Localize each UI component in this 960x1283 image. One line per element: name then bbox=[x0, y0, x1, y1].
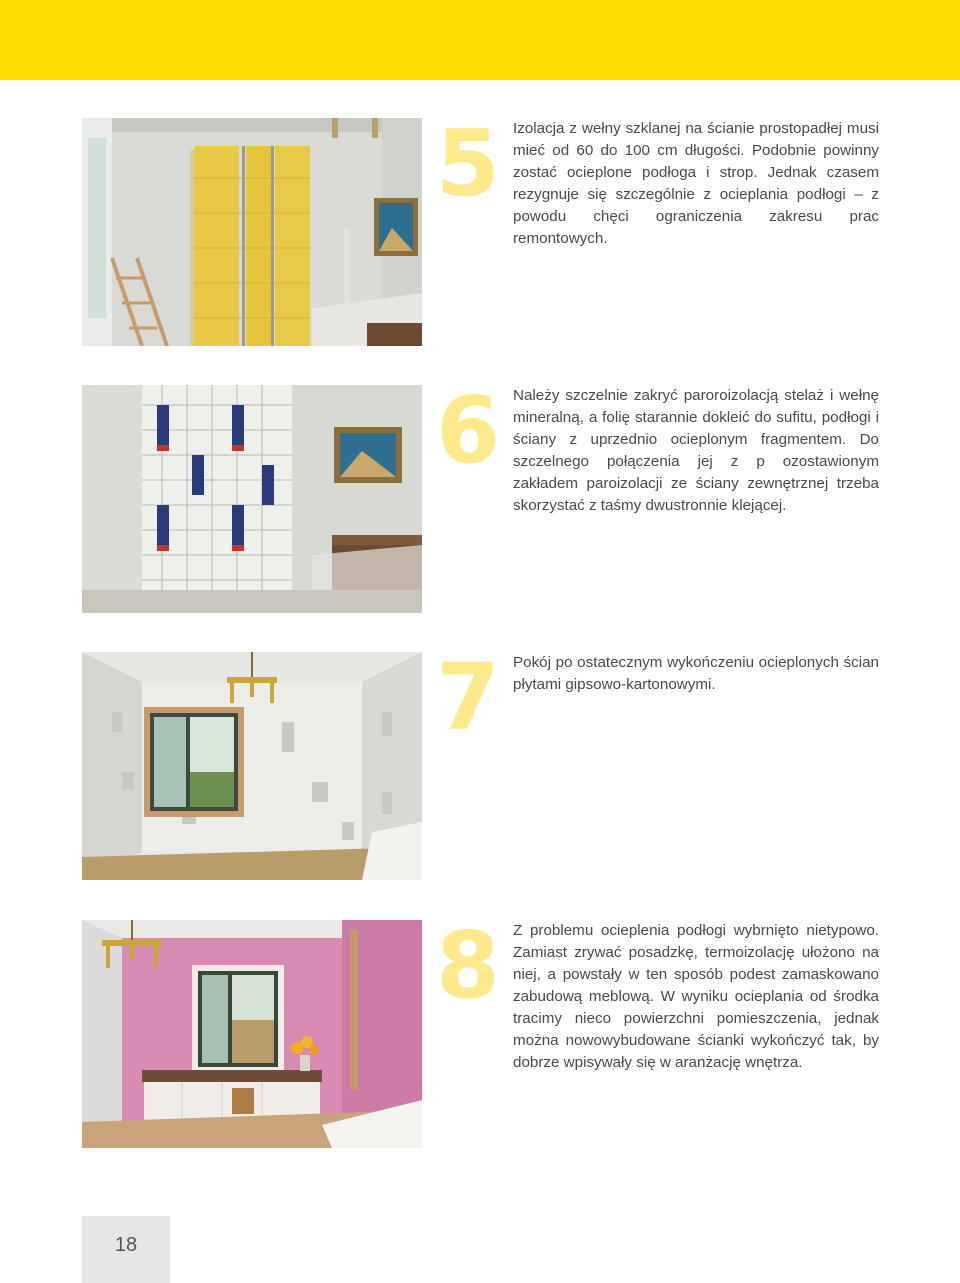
step-description: Izolacja z wełny szklanej na ścianie prostopadłej musi mieć od 60 do 100 cm długości. Podobnie powinny zostać ocieplone podłoga i strop. Jednak czasem rezygnuje się szczególnie z ocieplania podłogi – z powodu chęci ograniczenia zakresu prac remontowych. bbox=[513, 120, 879, 247]
page-number-box bbox=[82, 1216, 170, 1283]
step-7 bbox=[0, 644, 960, 882]
step-5 bbox=[0, 110, 960, 348]
page-number: 18 bbox=[114, 1234, 138, 1256]
photo-glass-wool-insulation bbox=[82, 118, 422, 346]
photo-glass-wool-insulation-image bbox=[82, 118, 422, 346]
step-number: 5 bbox=[435, 110, 500, 217]
step-description: Należy szczelnie zakryć paroroizolacją stelaż i wełnę mineralną, a folię starannie dokleić do sufitu, podłogi i ściany z uprzednio ocieplonym fragmentem. Do szczelnego połączenia jej z p ozostawionym zakładem paroizolacji ze ściany zewnętrznej trzeba skorzystać z taśmy dwustronnie klejącej. bbox=[513, 387, 879, 514]
step-number: 6 bbox=[435, 377, 500, 484]
step-number: 8 bbox=[435, 912, 500, 1019]
step-6 bbox=[0, 377, 960, 615]
step-8 bbox=[0, 912, 960, 1150]
photo-vapor-barrier bbox=[82, 385, 422, 613]
photo-finished-pink-room bbox=[82, 920, 422, 1148]
photo-vapor-barrier-image bbox=[82, 385, 422, 613]
photo-plasterboard-room bbox=[82, 652, 422, 880]
photo-plasterboard-room-image bbox=[82, 652, 422, 880]
header-band bbox=[0, 0, 960, 80]
step-description: Z problemu ocieplenia podłogi wybrnięto nietypowo. Zamiast zrywać posadzkę, termoizolację ułożono na niej, a powstały w ten sposób podest zamaskowano zabudową meblową. W wyniku ocieplania od środka tracimy nieco powierzchni pomieszczenia, jednak można nowowybudowane ścianki wykończyć tak, by dobrze wpisywały się w aranżację wnętrza. bbox=[513, 922, 879, 1071]
photo-finished-pink-room-image bbox=[82, 920, 422, 1148]
step-number: 7 bbox=[435, 644, 500, 751]
step-description: Pokój po ostatecznym wykończeniu ocieplonych ścian płytami gipsowo-kartonowymi. bbox=[513, 654, 879, 693]
